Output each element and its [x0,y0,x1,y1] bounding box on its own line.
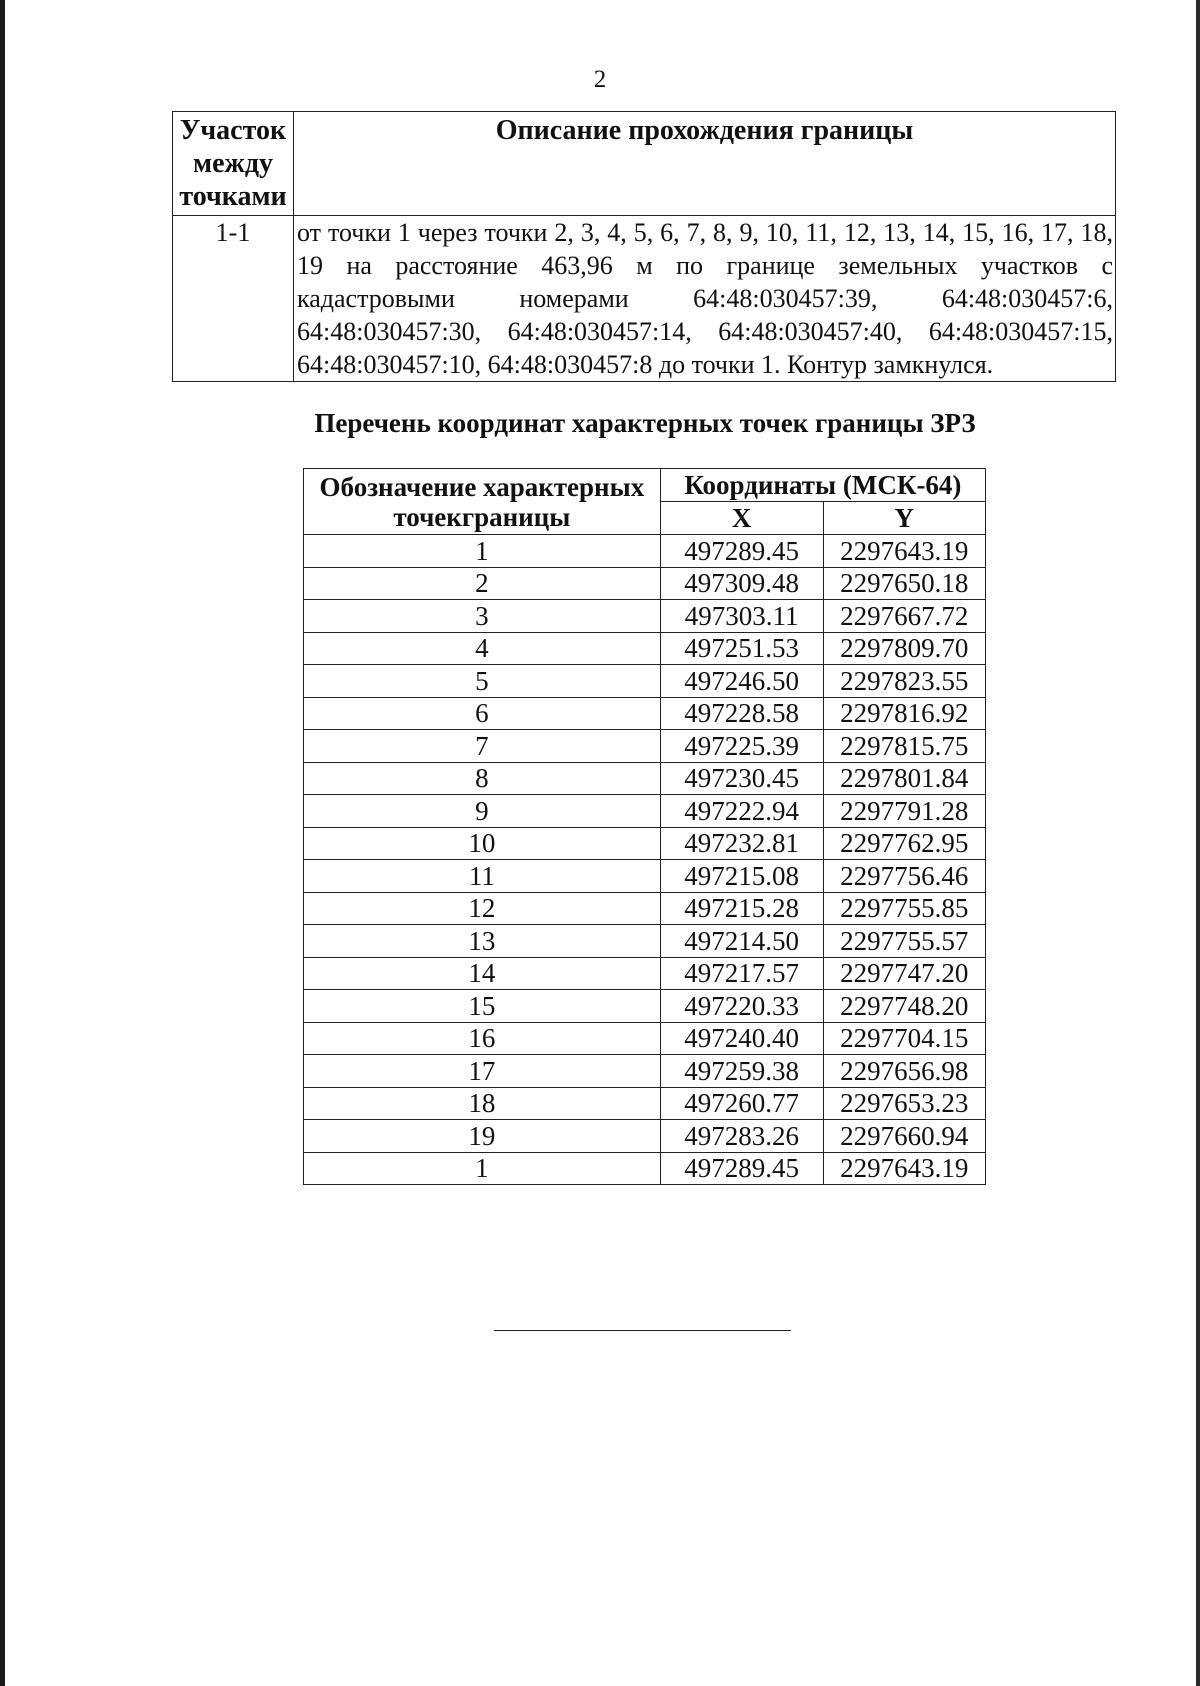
table-header-row [173,112,1116,216]
x-coordinate-cell: 497283.26 [660,1120,823,1153]
y-coordinate-cell: 2297660.94 [823,1120,985,1153]
y-coordinate-cell: 2297762.95 [823,827,985,860]
point-cell: 15 [304,990,661,1023]
x-coordinate-cell: 497309.48 [660,567,823,600]
y-coordinate-cell: 2297653.23 [823,1087,985,1120]
point-cell: 7 [304,730,661,763]
x-coordinate-cell: 497225.39 [660,730,823,763]
point-cell: 12 [304,892,661,925]
y-coordinate-cell: 2297650.18 [823,567,985,600]
table-row [304,697,986,730]
point-cell: 13 [304,925,661,958]
point-cell: 19 [304,1120,661,1153]
y-coordinate-cell: 2297643.19 [823,1152,985,1185]
y-coordinate-cell: 2297748.20 [823,990,985,1023]
point-cell: 4 [304,632,661,665]
x-coordinate-cell: 497222.94 [660,795,823,828]
y-coordinate-cell: 2297656.98 [823,1055,985,1088]
table-row [304,535,986,568]
segment-cell: 1-1 [173,216,294,382]
x-coordinate-cell: 497220.33 [660,990,823,1023]
boundary-description-table [172,111,1116,382]
table-row [304,1055,986,1088]
point-cell: 1 [304,1152,661,1185]
point-cell: 2 [304,567,661,600]
x-coordinate-cell: 497217.57 [660,957,823,990]
point-cell: 9 [304,795,661,828]
y-coordinate-cell: 2297756.46 [823,860,985,893]
section-title: Перечень координат характерных точек границы ЗРЗ [314,408,976,438]
x-coordinate-cell: 497251.53 [660,632,823,665]
header-y: Y [823,502,985,535]
scan-right-edge [1196,0,1200,1686]
table-row [304,925,986,958]
x-coordinate-cell: 497215.08 [660,860,823,893]
y-coordinate-cell: 2297755.57 [823,925,985,958]
x-coordinate-cell: 497289.45 [660,1152,823,1185]
x-coordinate-cell: 497214.50 [660,925,823,958]
table-header-row [304,469,986,502]
table-row [304,600,986,633]
table-row [173,216,1116,382]
point-cell: 14 [304,957,661,990]
table-row [304,860,986,893]
table-row [304,892,986,925]
point-cell: 8 [304,762,661,795]
header-segment: Участок между точками [173,112,294,216]
table-row [304,665,986,698]
x-coordinate-cell: 497215.28 [660,892,823,925]
point-cell: 18 [304,1087,661,1120]
y-coordinate-cell: 2297643.19 [823,535,985,568]
description-cell: от точки 1 через точки 2, 3, 4, 5, 6, 7, 8, 9, 10, 11, 12, 13, 14, 15, 16, 17, 18, 19 на расстояние 463,96 м по границе земельных участков с кадастровыми номерами 64:48:030457:39, 64:48:030457:6, 64:48:030457:30, 64:48:030457:14, 64:48:030457:40, 64:48:030457:15, 64:48:030457:10, 64:48:030457:8 до точки 1. Контур замкнулся. [294,216,1116,382]
header-point-designation: Обозначение характерных точекграницы [304,469,661,535]
table-row [304,567,986,600]
point-cell: 11 [304,860,661,893]
x-coordinate-cell: 497240.40 [660,1022,823,1055]
page-number: 2 [593,66,607,93]
point-cell: 3 [304,600,661,633]
point-cell: 10 [304,827,661,860]
x-coordinate-cell: 497303.11 [660,600,823,633]
table-row [304,1152,986,1185]
table-row [304,762,986,795]
y-coordinate-cell: 2297823.55 [823,665,985,698]
point-cell: 5 [304,665,661,698]
x-coordinate-cell: 497246.50 [660,665,823,698]
header-x: X [660,502,823,535]
coordinates-table-body [304,535,986,1185]
x-coordinate-cell: 497228.58 [660,697,823,730]
y-coordinate-cell: 2297801.84 [823,762,985,795]
point-cell: 16 [304,1022,661,1055]
x-coordinate-cell: 497260.77 [660,1087,823,1120]
y-coordinate-cell: 2297747.20 [823,957,985,990]
y-coordinate-cell: 2297667.72 [823,600,985,633]
table-row [304,632,986,665]
y-coordinate-cell: 2297816.92 [823,697,985,730]
table-row [304,990,986,1023]
y-coordinate-cell: 2297791.28 [823,795,985,828]
y-coordinate-cell: 2297815.75 [823,730,985,763]
point-cell: 1 [304,535,661,568]
end-divider-line [494,1330,791,1331]
x-coordinate-cell: 497289.45 [660,535,823,568]
x-coordinate-cell: 497232.81 [660,827,823,860]
table-row [304,957,986,990]
y-coordinate-cell: 2297755.85 [823,892,985,925]
scan-left-edge [0,0,5,1686]
table-row [304,730,986,763]
table-row [304,827,986,860]
table-row [304,1087,986,1120]
point-cell: 17 [304,1055,661,1088]
header-description: Описание прохождения границы [294,112,1116,216]
table-row [304,1120,986,1153]
table-row [304,795,986,828]
coordinates-table [303,468,986,1185]
point-cell: 6 [304,697,661,730]
y-coordinate-cell: 2297809.70 [823,632,985,665]
table-row [304,1022,986,1055]
x-coordinate-cell: 497259.38 [660,1055,823,1088]
header-coordinates: Координаты (МСК-64) [660,469,985,502]
x-coordinate-cell: 497230.45 [660,762,823,795]
y-coordinate-cell: 2297704.15 [823,1022,985,1055]
